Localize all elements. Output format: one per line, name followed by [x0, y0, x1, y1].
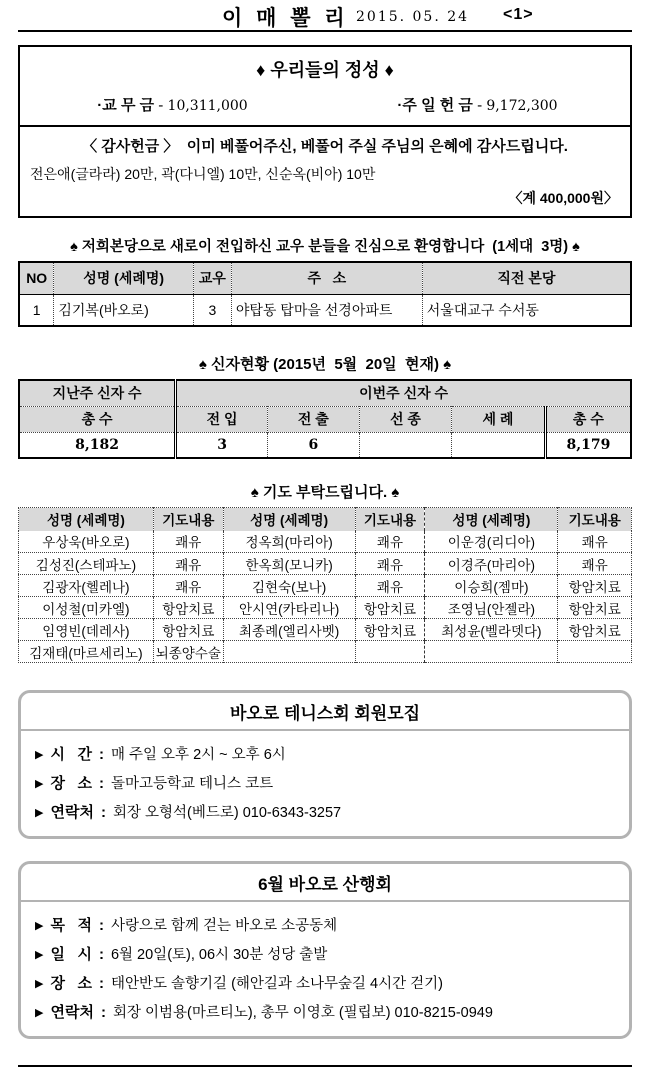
- thanks-offering-heading: 〈 감사헌금 〉 이미 베풀어주신, 베풀어 주실 주님의 은혜에 감사드립니다.: [82, 138, 568, 155]
- prayer-intent: [558, 641, 632, 663]
- triangle-bullet-icon: ▶: [35, 978, 44, 990]
- prayer-intent: 쾌유: [558, 553, 632, 575]
- prayer-name: [223, 641, 355, 663]
- offering-amount-church-fund: [20, 94, 325, 115]
- col-header-name: 성명 (세례명): [54, 262, 194, 294]
- prayer-name: [425, 641, 558, 663]
- triangle-bullet-icon: ▶: [35, 749, 44, 761]
- cell-no: 1: [32, 301, 41, 318]
- prayer-col-intent-3: 기도내용: [558, 508, 632, 531]
- prayer-name: 조영님(안젤라): [425, 597, 558, 619]
- cell-name: 김기복(바오로): [54, 294, 194, 326]
- prayer-name: 이승희(젬마): [425, 575, 558, 597]
- census-header-deceased: 선 종: [359, 406, 451, 432]
- prayer-intent: 뇌종양수술: [153, 641, 223, 663]
- prayer-header-row: [19, 508, 632, 531]
- prayer-name: 이운경(리디아): [425, 531, 558, 553]
- prayer-intent: 항암치료: [153, 597, 223, 619]
- item-text: 태안반도 솔향기길 (해안길과 소나무숲길 4시간 걷기): [110, 976, 443, 992]
- item-label: 장 소: [50, 975, 92, 992]
- cell-address: 야탑동 탑마을 선경아파트: [231, 294, 422, 326]
- prayer-intent: 쾌유: [153, 575, 223, 597]
- census-transfer-out: 6: [267, 432, 359, 458]
- notice-item-place: [35, 968, 615, 997]
- triangle-bullet-icon: ▶: [35, 807, 44, 819]
- triangle-bullet-icon: ▶: [35, 949, 44, 961]
- prayer-row: [19, 619, 632, 641]
- census-this-week-label: 이번주 신자 수: [176, 380, 631, 406]
- item-separator: :: [98, 746, 104, 763]
- prayer-row: [19, 575, 632, 597]
- prayer-intent: 쾌유: [558, 531, 632, 553]
- census-header-baptized: 세 례: [452, 406, 546, 432]
- welcome-table: [18, 261, 632, 327]
- prayer-name: 김광자(헬레나): [42, 579, 130, 595]
- col-header-members: 교우: [193, 262, 231, 294]
- prayer-name: 이경주(마리아): [425, 553, 558, 575]
- census-deceased: [359, 432, 451, 458]
- item-separator: :: [100, 1004, 106, 1021]
- welcome-table-row: [19, 294, 631, 326]
- item-label: 목 적: [50, 917, 92, 934]
- prayer-intent: [355, 641, 425, 663]
- notice-item-purpose: [35, 910, 615, 939]
- notice-item-contact: [35, 797, 615, 826]
- welcome-header-row: [19, 262, 631, 294]
- bulletin-title: 이 매 뽈 리: [222, 7, 349, 30]
- offering-value: 10,311,000: [167, 98, 248, 114]
- page-number: <1>: [503, 6, 534, 23]
- offering-amount-sunday: [325, 94, 630, 115]
- prayer-row: [19, 531, 632, 553]
- item-separator: :: [98, 946, 104, 963]
- prayer-name: 안시연(카타리나): [223, 597, 355, 619]
- hiking-notice-items: [21, 902, 629, 1036]
- prayer-intent: 항암치료: [558, 597, 632, 619]
- prayer-row: [19, 641, 632, 663]
- prayer-name: 정옥희(마리아): [223, 531, 355, 553]
- col-header-address: 주 소: [231, 262, 422, 294]
- prayer-intent: 항암치료: [558, 575, 632, 597]
- census-header-total-this: 총 수: [545, 406, 631, 432]
- tennis-notice-items: [21, 731, 629, 836]
- item-label: 장 소: [50, 775, 92, 792]
- census-header-total-last: 총 수: [81, 411, 113, 427]
- prayer-col-intent-1: 기도내용: [153, 508, 223, 531]
- item-separator: :: [98, 917, 104, 934]
- thanks-offering-names: 전은애(글라라) 20만, 곽(다니엘) 10만, 신순옥(비아) 10만: [30, 166, 376, 182]
- prayer-name: 우상욱(바오로): [42, 535, 130, 551]
- item-text: 매 주일 오후 2시 ~ 오후 6시: [110, 747, 286, 763]
- offering-label: ·교 무 금: [97, 97, 155, 114]
- tennis-notice-title: 바오로 테니스회 회원모집: [21, 693, 629, 731]
- item-label: 일 시: [50, 946, 92, 963]
- triangle-bullet-icon: ▶: [35, 920, 44, 932]
- census-last-week-label: 지난주 신자 수: [52, 385, 142, 402]
- prayer-section-title: ♠ 기도 부탁드립니다. ♠: [250, 484, 400, 501]
- prayer-name: 김현숙(보나): [223, 575, 355, 597]
- offering-dash: -: [477, 96, 483, 114]
- prayer-row: [19, 553, 632, 575]
- prayer-col-name-1: 성명 (세례명): [46, 513, 125, 529]
- item-separator: :: [100, 804, 106, 821]
- item-label: 시 간: [50, 746, 92, 763]
- offering-label: ·주 일 헌 금: [397, 97, 473, 114]
- item-text: 회장 오형석(베드로) 010-6343-3257: [112, 805, 342, 821]
- census-sub-header-row: [19, 406, 631, 432]
- offering-box: [18, 45, 632, 218]
- prayer-intent: 쾌유: [355, 531, 425, 553]
- offering-value: 9,172,300: [486, 98, 558, 114]
- triangle-bullet-icon: ▶: [35, 778, 44, 790]
- item-label: 연락처: [50, 1004, 94, 1021]
- prayer-name: 김성진(스테파노): [35, 557, 137, 573]
- census-header-transfer-in: 전 입: [176, 406, 268, 432]
- prayer-col-name-3: 성명 (세례명): [425, 508, 558, 531]
- notice-item-contact: [35, 997, 615, 1026]
- notice-item-place: [35, 768, 615, 797]
- census-total-this-week: 8,179: [545, 432, 631, 458]
- prayer-name: 한옥희(모니카): [223, 553, 355, 575]
- tennis-club-notice-box: [18, 690, 632, 839]
- col-header-no: NO: [26, 270, 48, 287]
- item-label: 연락처: [50, 804, 94, 821]
- census-baptized: [452, 432, 546, 458]
- prayer-name: 최종례(엘리사벳): [223, 619, 355, 641]
- notice-item-datetime: [35, 939, 615, 968]
- hiking-club-notice-box: [18, 861, 632, 1039]
- item-text: 6월 20일(토), 06시 30분 성당 출발: [110, 947, 328, 963]
- prayer-intent: 항암치료: [355, 597, 425, 619]
- census-transfer-in: 3: [176, 432, 268, 458]
- masthead: [0, 0, 650, 30]
- offering-dash: -: [158, 96, 164, 114]
- census-values-row: [19, 432, 631, 458]
- item-text: 회장 이범용(마르티노), 총무 이영호 (필립보) 010-8215-0949: [112, 1005, 493, 1021]
- census-total-last-week: 8,182: [75, 436, 119, 453]
- bulletin-date: 2015. 05. 24: [356, 9, 470, 25]
- prayer-col-intent-2: 기도내용: [355, 508, 425, 531]
- prayer-name: 이성철(미카엘): [42, 601, 130, 617]
- notice-item-time: [35, 739, 615, 768]
- offering-amounts: [20, 88, 630, 125]
- prayer-name: 김재태(마르세리노): [29, 645, 143, 661]
- prayer-intent: 쾌유: [355, 575, 425, 597]
- cell-members: 3: [193, 294, 231, 326]
- prayer-intent: 항암치료: [355, 619, 425, 641]
- prayer-intent: 쾌유: [153, 531, 223, 553]
- hiking-notice-title: 6월 바오로 산행회: [21, 864, 629, 902]
- census-section-title: ♠ 신자현황 (2015년 5월 20일 현재) ♠: [198, 356, 452, 373]
- thanks-offering-total: 〈계 400,000원〉: [508, 190, 618, 206]
- item-separator: :: [98, 775, 104, 792]
- prayer-intent: 쾌유: [153, 553, 223, 575]
- prayer-col-name-2: 성명 (세례명): [223, 508, 355, 531]
- item-text: 사랑으로 함께 걷는 바오로 소공동체: [110, 918, 338, 934]
- census-group-header-row: [19, 380, 631, 406]
- prayer-intent: 항암치료: [153, 619, 223, 641]
- prayer-intent: 항암치료: [558, 619, 632, 641]
- item-text: 돌마고등학교 테니스 코트: [110, 776, 274, 792]
- prayer-intent: 쾌유: [355, 553, 425, 575]
- prayer-row: [19, 597, 632, 619]
- triangle-bullet-icon: ▶: [35, 1007, 44, 1019]
- census-table: [18, 379, 632, 459]
- cell-previous-parish: 서울대교구 수서동: [422, 294, 631, 326]
- item-separator: :: [98, 975, 104, 992]
- col-header-previous-parish: 직전 본당: [422, 262, 631, 294]
- thanks-offering-section: [20, 125, 630, 216]
- prayer-request-table: [18, 507, 632, 663]
- offering-title: ♦ 우리들의 정성 ♦: [256, 60, 394, 80]
- prayer-name: 최성윤(벨라뎃다): [425, 619, 558, 641]
- prayer-name: 임영빈(데레사): [42, 623, 130, 639]
- welcome-section-title: ♠ 저희본당으로 새로이 전입하신 교우 분들을 진심으로 환영합니다 (1세대 3명) ♠: [70, 239, 580, 255]
- census-header-transfer-out: 전 출: [267, 406, 359, 432]
